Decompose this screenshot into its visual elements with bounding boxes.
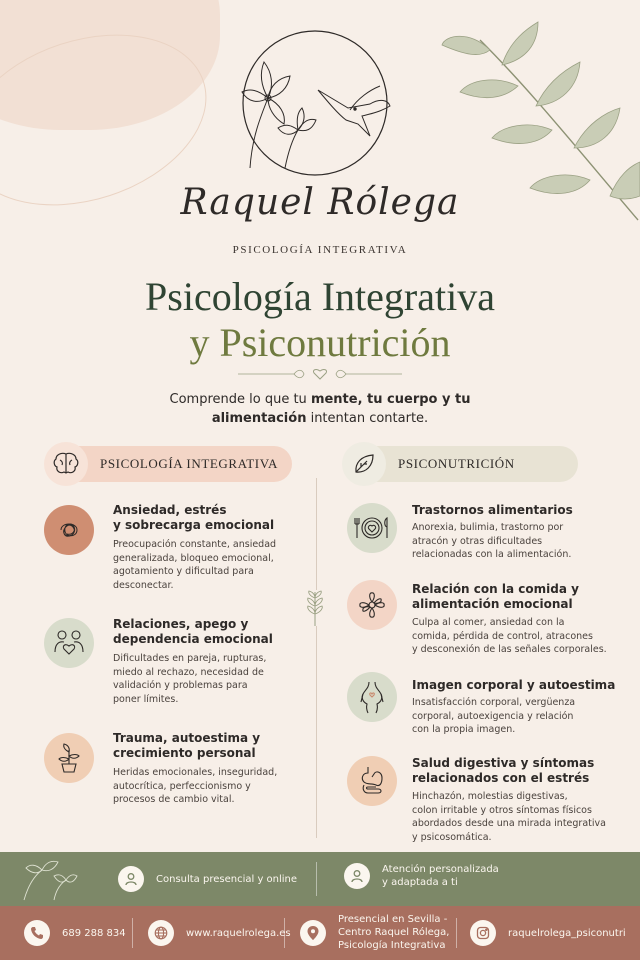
section-header-psiconutricion xyxy=(346,446,578,482)
band-separator xyxy=(132,918,133,948)
item-title-ansiedad: Ansiedad, estrés y sobrecarga emocional xyxy=(113,503,275,532)
info-band xyxy=(0,852,640,906)
column-divider xyxy=(316,478,317,838)
intro-text: Comprende lo que tu mente, tu cuerpo y tu alimentación intentan contarte. xyxy=(169,392,471,426)
item-title-relaciones: Relaciones, apego y dependencia emocional xyxy=(113,617,273,646)
personalized-text: Atención personalizada y adaptada a ti xyxy=(382,864,499,888)
brand-subtitle: PSICOLOGÍA INTEGRATIVA xyxy=(232,244,408,256)
leaf-icon xyxy=(342,442,386,486)
globe-icon xyxy=(148,920,174,946)
phone-contact[interactable] xyxy=(24,920,126,946)
ornament-divider xyxy=(238,366,402,382)
item-title-imagen-corporal: Imagen corporal y autoestima xyxy=(412,678,616,692)
brain-icon xyxy=(44,442,88,486)
item-desc-ansiedad: Preocupación constante, ansiedad generalizada, bloqueo emocional, agotamiento y dificultad para desconectar. xyxy=(113,539,277,591)
tangled-scribble-icon xyxy=(44,505,94,555)
personalized-info xyxy=(344,863,499,889)
website-contact[interactable] xyxy=(148,920,291,946)
flower-icon xyxy=(347,580,397,630)
plate-heart-icon xyxy=(347,503,397,553)
item-title-trastornos: Trastornos alimentarios xyxy=(412,503,573,517)
plant-pot-icon xyxy=(44,733,94,783)
location-text: Presencial en Sevilla - Centro Raquel Rólega, Psicología Integrativa xyxy=(338,914,450,951)
page-title xyxy=(0,274,640,366)
consultation-text: Consulta presencial y online xyxy=(156,873,298,885)
title-line-1: Psicología Integrativa xyxy=(145,274,495,319)
sprig-ornament xyxy=(300,588,330,628)
section-header-psicologia xyxy=(48,446,292,482)
item-desc-relaciones: Dificultades en pareja, rupturas, miedo al rechazo, necesidad de validación y problemas para poner límites. xyxy=(113,653,267,705)
item-desc-trastornos: Anorexia, bulimia, trastorno por atracón y otras dificultades relacionadas con la alimentación. xyxy=(412,522,572,560)
instagram-contact[interactable] xyxy=(470,920,626,946)
item-title-trauma: Trauma, autoestima y crecimiento personal xyxy=(113,731,261,760)
phone-number[interactable]: 689 288 834 xyxy=(62,927,126,939)
floral-line-ornament xyxy=(14,856,78,902)
couple-heart-icon xyxy=(44,618,94,668)
item-desc-salud-digestiva: Hinchazón, molestias digestivas, colon irritable y otros síntomas físicos abordados desde una mirada integrativa y psicosomática. xyxy=(412,791,606,843)
instagram-handle[interactable]: raquelrolega_psiconutri xyxy=(508,927,626,939)
item-title-salud-digestiva: Salud digestiva y síntomas relacionados con el estrés xyxy=(412,756,595,785)
item-desc-relacion-comida: Culpa al comer, ansiedad con la comida, pérdida de control, atracones y desconexión de las señales corporales. xyxy=(412,617,607,655)
hummingbird-flower-logo xyxy=(230,28,400,178)
user-icon xyxy=(118,866,144,892)
section-label-psicologia: PSICOLOGÍA INTEGRATIVA xyxy=(100,456,278,471)
consultation-info xyxy=(118,866,297,892)
item-desc-trauma: Heridas emocionales, inseguridad, autocrítica, perfeccionismo y procesos de cambio vital. xyxy=(113,767,278,805)
band-separator xyxy=(316,862,317,896)
item-title-relacion-comida: Relación con la comida y alimentación emocional xyxy=(412,582,579,611)
band-separator xyxy=(284,918,285,948)
item-desc-imagen-corporal: Insatisfacción corporal, vergüenza corporal, autoexigencia y relación con la propia imagen. xyxy=(412,697,576,735)
stomach-icon xyxy=(347,756,397,806)
band-separator xyxy=(456,918,457,948)
location-contact[interactable] xyxy=(300,913,449,952)
website-link[interactable]: www.raquelrolega.es xyxy=(186,927,291,939)
section-label-psiconutricion: PSICONUTRICIÓN xyxy=(398,456,515,471)
title-line-2: y Psiconutrición xyxy=(189,320,451,365)
contact-band xyxy=(0,906,640,960)
phone-icon xyxy=(24,920,50,946)
brand-name: Raquel Rólega xyxy=(180,182,460,223)
instagram-icon xyxy=(470,920,496,946)
user-icon xyxy=(344,863,370,889)
location-pin-icon xyxy=(300,920,326,946)
body-outline-icon xyxy=(347,672,397,722)
